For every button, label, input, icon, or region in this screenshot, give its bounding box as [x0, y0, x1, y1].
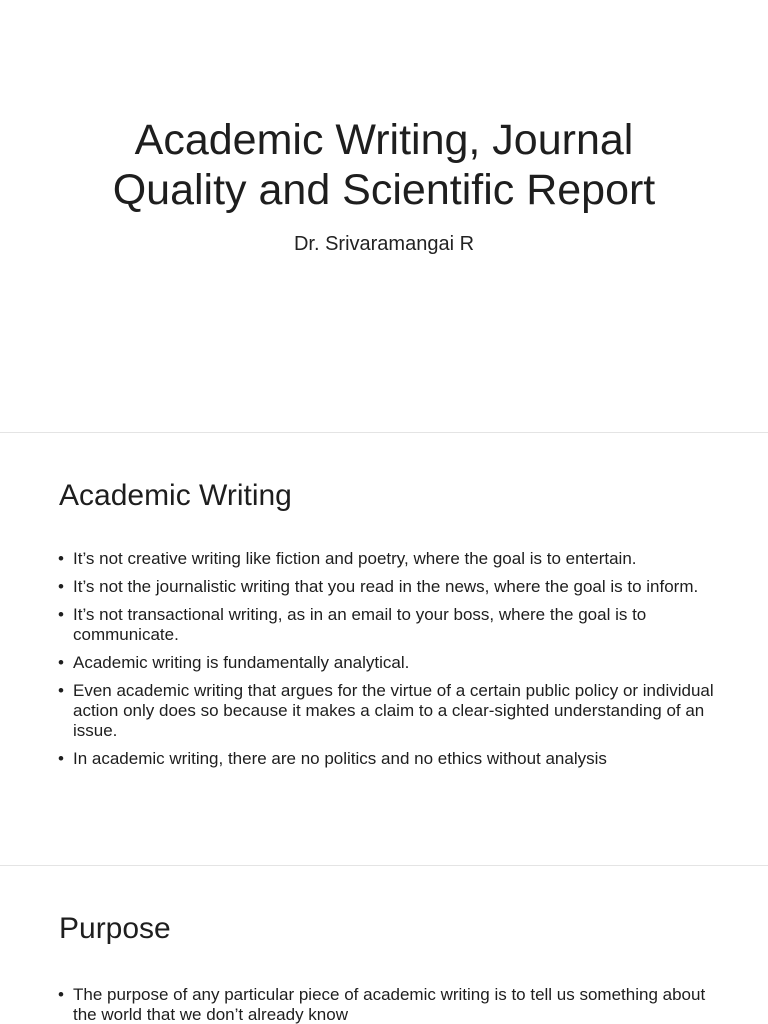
bullet-dot-icon: • [58, 749, 64, 768]
slide-heading: Purpose [59, 912, 171, 945]
bullet-text: The purpose of any particular piece of academic writing is to tell us something about the world that we don’t already know [73, 985, 706, 1024]
bullet-dot-icon: • [58, 577, 64, 596]
bullet-text: It’s not creative writing like fiction and poetry, where the goal is to entertain. [73, 549, 637, 568]
bullet-item [58, 681, 720, 741]
title-line-1: Academic Writing, Journal [134, 116, 634, 164]
title-slide [0, 0, 768, 432]
bullet-item [58, 985, 720, 1024]
bullet-dot-icon: • [58, 681, 64, 700]
slide-purpose [0, 866, 768, 1024]
bullet-text: In academic writing, there are no politics and no ethics without analysis [73, 749, 607, 768]
presentation-title [60, 115, 708, 215]
slide-academic-writing [0, 433, 768, 865]
bullet-dot-icon: • [58, 605, 64, 624]
bullet-text: Even academic writing that argues for the virtue of a certain public policy or individual action only does so because it makes a claim to a clear-sighted understanding of an issue. [73, 681, 714, 740]
title-line-2: Quality and Scientific Report [112, 166, 656, 214]
bullet-item [58, 549, 720, 569]
bullet-item [58, 577, 720, 597]
bullet-item [58, 749, 720, 769]
bullet-dot-icon: • [58, 985, 64, 1004]
bullet-list [58, 549, 720, 777]
bullet-item [58, 605, 720, 645]
bullet-item [58, 653, 720, 673]
slide-heading: Academic Writing [59, 479, 292, 512]
bullet-dot-icon: • [58, 549, 64, 568]
bullet-text: It’s not transactional writing, as in an email to your boss, where the goal is to communicate. [73, 605, 647, 644]
bullet-text: It’s not the journalistic writing that you read in the news, where the goal is to inform. [73, 577, 699, 596]
author-name: Dr. Srivaramangai R [293, 233, 475, 255]
bullet-list [58, 985, 720, 1024]
bullet-dot-icon: • [58, 653, 64, 672]
bullet-text: Academic writing is fundamentally analytical. [73, 653, 410, 672]
